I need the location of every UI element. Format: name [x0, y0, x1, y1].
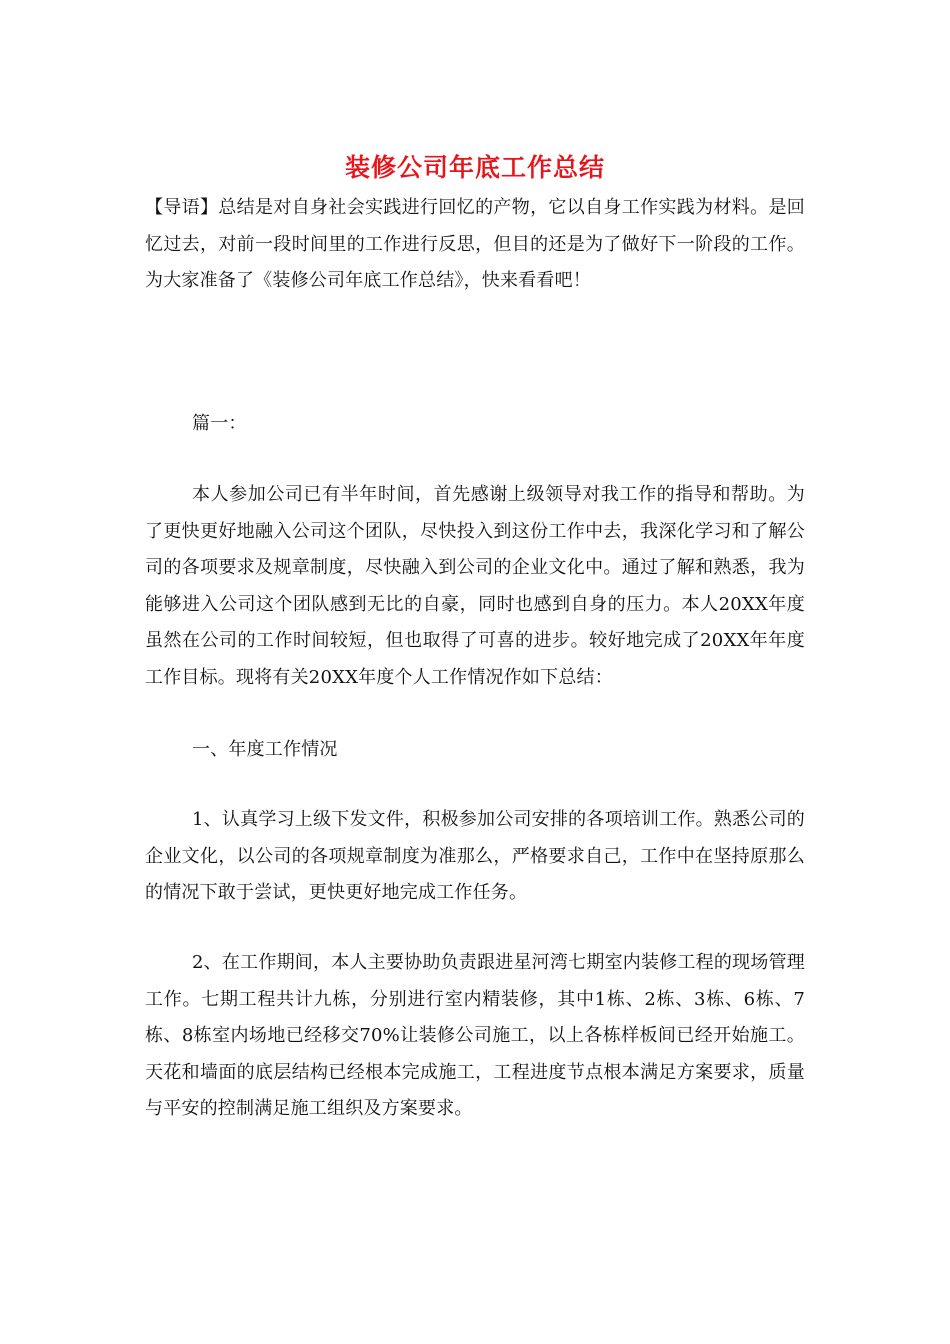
section-heading-1: 一、年度工作情况: [192, 739, 338, 760]
document-title: 装修公司年底工作总结: [344, 153, 605, 182]
section-label: 篇一：: [192, 413, 247, 434]
list-item-2: 2、在工作期间，本人主要协助负责跟进星河湾七期室内装修工程的现场管理工作。七期工程共计九栋，分别进行室内精装修，其中1栋、2栋、3栋、6栋、7栋、8栋室内场地已经移交70%让装修公司施工，以上各栋样板间已经开始施工。天花和墙面的底层结构已经根本完成施工，工程进度节点根本满足方案要求，质量与平安的控制满足施工组织及方案要求。: [145, 952, 805, 1119]
intro-paragraph: 【导语】总结是对自身社会实践进行回忆的产物，它以自身工作实践为材料。是回忆过去，对前一段时间里的工作进行反思，但目的还是为了做好下一阶段的工作。为大家准备了《装修公司年底工作总结》，快来看看吧！: [145, 197, 805, 291]
paragraph-1: 本人参加公司已有半年时间，首先感谢上级领导对我工作的指导和帮助。为了更快更好地融入公司这个团队，尽快投入到这份工作中去，我深化学习和了解公司的各项要求及规章制度，尽快融入到公司的企业文化中。通过了解和熟悉，我为能够进入公司这个团队感到无比的自豪，同时也感到自身的压力。本人20XX年度虽然在公司的工作时间较短，但也取得了可喜的进步。较好地完成了20XX年年度工作目标。现将有关20XX年度个人工作情况作如下总结：: [145, 484, 805, 688]
list-item-1: 1、认真学习上级下发文件，积极参加公司安排的各项培训工作。熟悉公司的企业文化，以公司的各项规章制度为准那么，严格要求自己，工作中在坚持原那么的情况下敢于尝试，更快更好地完成工作任务。: [145, 809, 805, 903]
